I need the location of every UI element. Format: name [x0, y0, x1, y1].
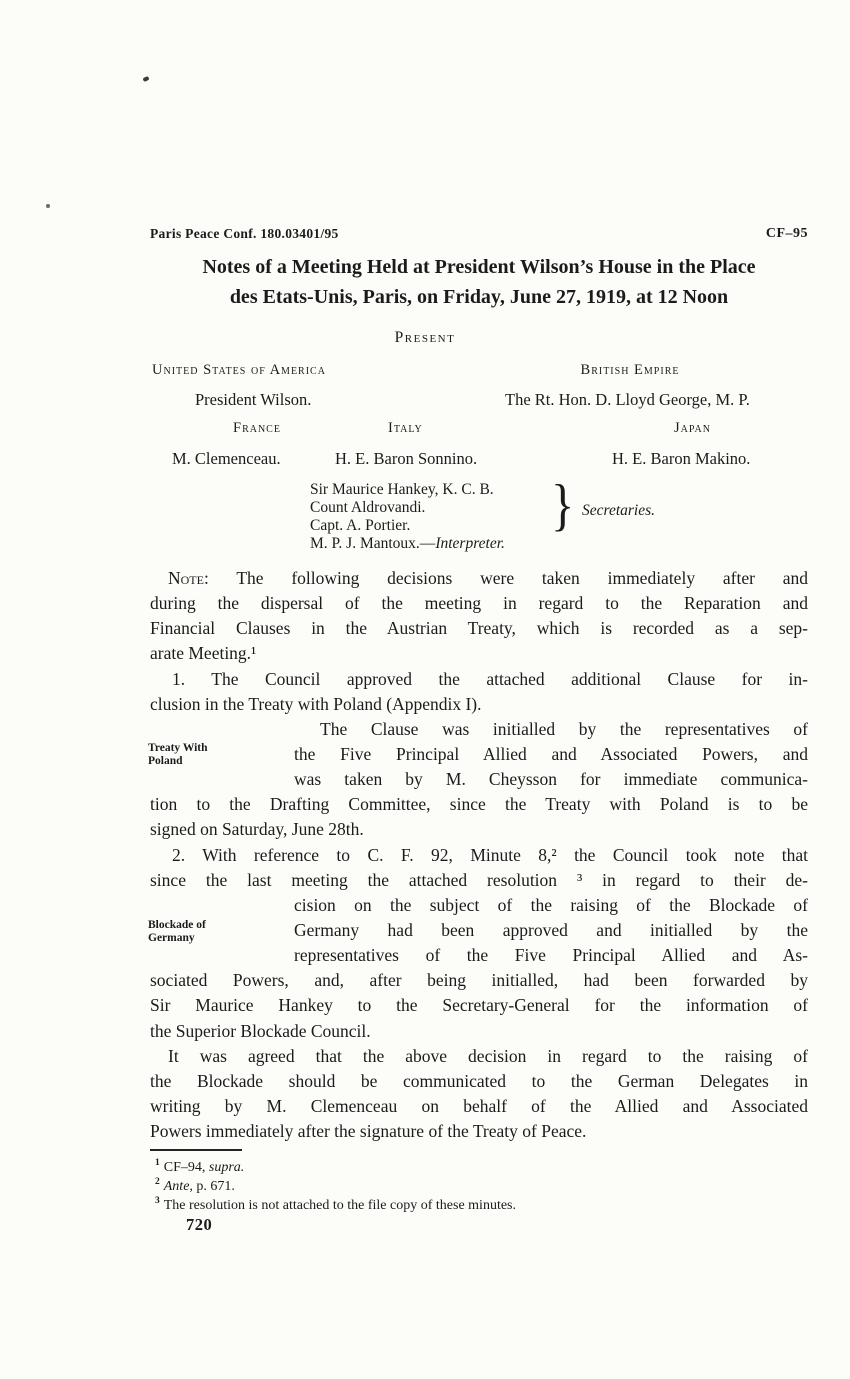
body-line: tion to the Drafting Committee, since the Treaty with Poland is to be	[150, 794, 808, 815]
body-line: was taken by M. Cheysson for immediate communica-	[294, 769, 808, 790]
footnote-marker: 1	[155, 1158, 160, 1168]
body-line: the Superior Blockade Council.	[150, 1020, 371, 1041]
body-line: arate Meeting.¹	[150, 643, 257, 664]
body-line: since the last meeting the attached resolution ³ in regard to their de-	[150, 869, 808, 890]
margin-note-blockade-of-germany: Blockade of Germany	[148, 919, 206, 944]
body-line: 2. With reference to C. F. 92, Minute 8,² the Council took note that	[172, 844, 808, 865]
attendee-lloyd-george: The Rt. Hon. D. Lloyd George, M. P.	[505, 390, 750, 409]
body-line: It was agreed that the above decision in regard to the raising of	[168, 1045, 808, 1066]
body-text	[150, 566, 808, 1144]
scan-artifact	[142, 76, 149, 82]
body-line: Sir Maurice Hankey to the Secretary-General for the information of	[150, 995, 808, 1016]
margin-note-treaty-with-poland: Treaty With Poland	[148, 742, 208, 767]
attendee-clemenceau: M. Clemenceau.	[172, 449, 281, 468]
page-number: 720	[186, 1215, 213, 1234]
body-line: representatives of the Five Principal Allied and As-	[294, 945, 808, 966]
body-line: signed on Saturday, June 28th.	[150, 819, 364, 840]
title-line-2: des Etats-Unis, Paris, on Friday, June 27, 1919, at 12 Noon	[229, 285, 729, 308]
attendee-wilson: President Wilson.	[195, 390, 312, 409]
note-label: Note:	[168, 568, 209, 588]
body-line: writing by M. Clemenceau on behalf of the Allied and Associated	[150, 1095, 808, 1116]
file-reference: Paris Peace Conf. 180.03401/95	[150, 226, 339, 241]
secretaries-label: Secretaries.	[582, 502, 656, 519]
interpreter-name: M. P. J. Mantoux.—	[310, 535, 436, 552]
secretary-aldrovandi: Count Aldrovandi.	[310, 499, 426, 516]
title-line-1: Notes of a Meeting Held at President Wilson’s House in the Place	[202, 256, 756, 278]
body-line: the Blockade should be communicated to the German Delegates in	[150, 1070, 808, 1091]
body-line: Financial Clauses in the Austrian Treaty, which is recorded as a sep-	[150, 618, 808, 639]
body-line: during the dispersal of the meeting in regard to the Reparation and	[150, 593, 808, 614]
delegation-france: France	[233, 420, 281, 436]
brace-glyph: }	[551, 474, 575, 537]
footnote-rule	[150, 1149, 242, 1151]
scan-artifact	[46, 204, 50, 208]
delegation-japan: Japan	[674, 420, 711, 436]
body-line: cision on the subject of the raising of the Blockade of	[294, 894, 808, 915]
footnote-3: $^3$ The resolution is not attached to the file copy of these minutes.	[155, 1196, 516, 1213]
body-line: The Clause was initialled by the representatives of	[320, 718, 808, 739]
present-heading: Present	[394, 329, 456, 346]
secretaries-list	[310, 481, 505, 553]
document-title	[150, 253, 808, 312]
footnote-marker: 2	[155, 1177, 160, 1187]
delegation-italy: Italy	[388, 420, 423, 436]
interpreter-label: Interpreter.	[435, 535, 505, 552]
secretary-hankey: Sir Maurice Hankey, K. C. B.	[310, 481, 494, 498]
footnote-1: $^1$ CF–94, supra.	[155, 1158, 245, 1175]
attendee-sonnino: H. E. Baron Sonnino.	[335, 449, 478, 468]
delegation-us: United States of America	[152, 362, 326, 378]
body-line: sociated Powers, and, after being initialled, had been forwarded by	[150, 970, 808, 991]
delegation-british: British Empire	[580, 362, 680, 378]
attendee-makino: H. E. Baron Makino.	[612, 449, 751, 468]
body-line: Note: The following decisions were taken immediately after and	[168, 568, 808, 588]
document-number: CF–95	[765, 226, 808, 241]
footnote-2: $^2$ Ante, p. 671.	[155, 1177, 235, 1194]
body-line: Powers immediately after the signature of the Treaty of Peace.	[150, 1121, 587, 1142]
body-line: the Five Principal Allied and Associated Powers, and	[294, 743, 808, 764]
footnote-marker: 3	[155, 1196, 160, 1206]
interpreter-line	[310, 535, 505, 553]
body-line: 1. The Council approved the attached additional Clause for in-	[172, 668, 808, 689]
secretary-portier: Capt. A. Portier.	[310, 517, 411, 534]
body-line: clusion in the Treaty with Poland (Appendix I).	[150, 693, 482, 714]
body-line: Germany had been approved and initialled by the	[294, 919, 808, 940]
